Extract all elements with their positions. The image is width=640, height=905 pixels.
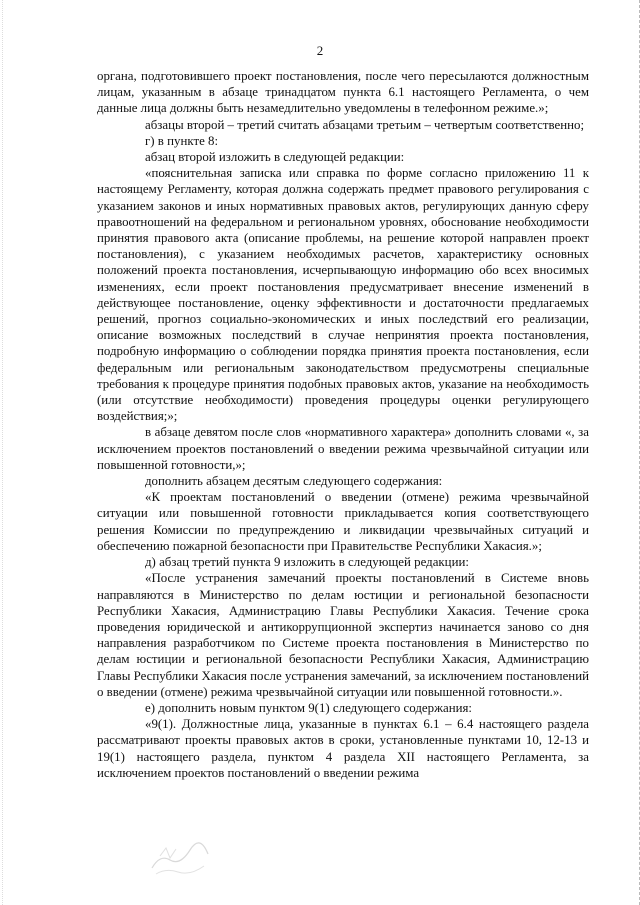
paragraph: г) в пункте 8: (145, 133, 219, 148)
faint-stamp-mark (146, 838, 214, 878)
paragraph-quote: «К проектам постановлений о введении (отмене) режима чрезвычайной ситуации или повышенной готовности прикладывается копия соответствующего решения Комиссии по предупреждению и ликвидации чрезвычайных ситуаций и обеспечению пожарной безопасности при Правительстве Республики Хакасия.»; (97, 490, 589, 553)
paragraph-continuation: органа, подготовившего проект постановления, после чего пересылаются должностным лицам, указанным в абзаце тринадцатом пункта 6.1 настоящего Регламента, о чем данные лица должны быть незамедлительно уведомлены в телефонном режиме.»; (97, 69, 589, 116)
paragraph-quote: «пояснительная записка или справка по форме согласно приложению 11 к настоящему Регламенту, которая должна содержать предмет правового регулирования с указанием законов и иных нормативных правовых актов, регулирующих данную сферу правоотношений на федеральном и региональном уровнях, обоснование необходимости принятия правового акта (описание проблемы, на решение которой направлен проект постановления), с указанием необходимых расчетов, характеристику основных положений проекта постановления, исчерпывающую информацию обо всех вносимых изменениях, если проект постановления предусматривает внесение изменений в действующее постановление, оценку эффективности и достаточности предлагаемых решений, прогноз социально-экономических и иных последствий его реализации, описание возможных последствий в случае непринятия проекта постановления, подробную информацию о соблюдении порядка принятия проекта постановления, если федеральным или региональным законодательством предусмотрены специальные требования к процедуре принятия подобных правовых актов, указание на необходимость (или отсутствие необходимости) проведения процедуры оценки регулирующего воздействия;»; (97, 166, 589, 424)
page-number: 2 (316, 43, 324, 58)
paragraph: абзацы второй – третий считать абзацами третьим – четвертым соответственно; (145, 117, 585, 132)
paragraph-quote: «9(1). Должностные лица, указанные в пунктах 6.1 – 6.4 настоящего раздела рассматривают проекты правовых актов в сроки, установленные пунктами 10, 12-13 и 19(1) настоящего раздела, пунктом 4 раздела XII настоящего Регламента, за исключением проектов постановлений о введении режима (97, 717, 589, 780)
paragraph: абзац второй изложить в следующей редакции: (145, 150, 405, 165)
paragraph: д) абзац третий пункта 9 изложить в следующей редакции: (145, 555, 469, 570)
paragraph: в абзаце девятом после слов «нормативного характера» дополнить словами «, за исключением проектов постановлений о введении режима чрезвычайной ситуации или повышенной готовности,»; (97, 425, 589, 472)
paragraph: е) дополнить новым пунктом 9(1) следующего содержания: (145, 700, 473, 715)
paragraph-quote: «После устранения замечаний проекты постановлений в Системе вновь направляются в Министерство по делам юстиции и региональной безопасности Республики Хакасия, Администрацию Главы Республики Хакасия. Течение срока проведения юридической и антикоррупционной экспертиз начинается заново со дня направления разработчиком по Системе проекта постановления в Министерство по делам юстиции и региональной безопасности Республики Хакасия, Администрацию Главы Республики Хакасия после устранения замечаний, за исключением постановлений о введении (отмене) режима чрезвычайной ситуации или повышенной готовности.». (97, 571, 589, 699)
document-body (97, 68, 589, 781)
scan-edge-left (2, 0, 4, 905)
paragraph: дополнить абзацем десятым следующего содержания: (145, 474, 443, 489)
